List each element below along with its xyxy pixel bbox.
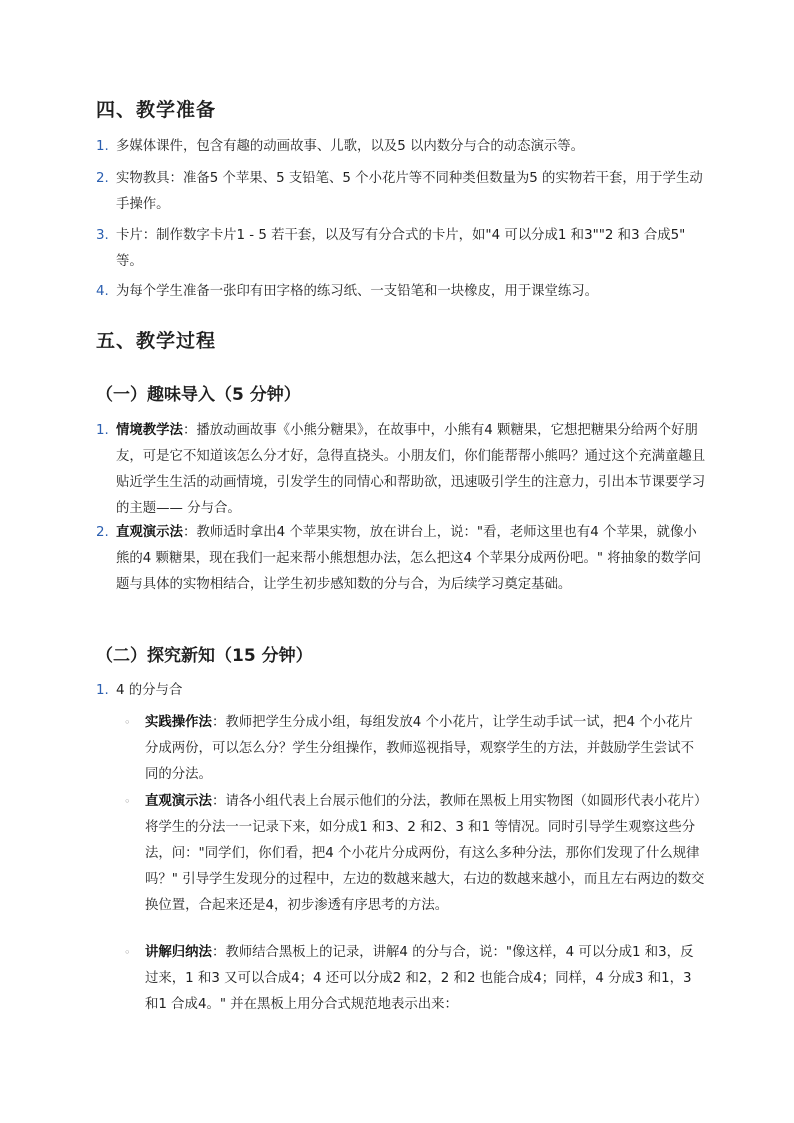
list-number: 4.: [96, 284, 109, 299]
list-number: 1.: [96, 139, 109, 154]
sub-list-item: [120, 940, 706, 1018]
method-description: ：播放动画故事《小熊分糖果》，在故事中，小熊有4 颗糖果，它想把糖果分给两个好朋友，可是它不知道该怎么分才好，急得直挠头。小朋友们，你们能帮帮小熊吗？通过这个充满童趣且贴近学生生活的动画情境，引发学生的同情心和帮助欲，迅速吸引学生的注意力，引出本节课要学习的主题—— 分与合。: [116, 423, 706, 516]
sub-list-item-text: [120, 789, 706, 919]
list-item-text: 4 的分与合: [116, 683, 183, 698]
list-number: 1.: [96, 683, 109, 698]
method-label: 直观演示法: [116, 525, 183, 540]
method-description: ：请各小组代表上台展示他们的分法，教师在黑板上用实物图（如圆形代表小花片）将学生的分法一一记录下来，如分成1 和3、2 和2、3 和1 等情况。同时引导学生观察这些分法，问："同学们，你们看，把4 个小花片分成两份，有这么多种分法，那你们发现了什么规律吗？" 引导学生发现分的过程中，左边的数越来越大，右边的数越来越小，而且左右两边的数交换位置，合起来还是4，初步渗透有序思考的方法。: [145, 794, 705, 913]
list-item: [96, 223, 706, 275]
method-description: ：教师结合黑板上的记录，讲解4 的分与合，说："像这样，4 可以分成1 和3，反过来，1 和3 又可以合成4；4 还可以分成2 和2，2 和2 也能合成4；同样，4 分成3 和1，3 和1 合成4。" 并在黑板上用分合式规范地表示出来：: [145, 945, 694, 1012]
sub-list-item: [120, 710, 706, 788]
list-item: [96, 279, 706, 305]
list-number: 2.: [96, 525, 109, 540]
list-number: 1.: [96, 423, 109, 438]
section-heading-process: 五、教学过程: [96, 330, 217, 352]
method-label: 情境教学法: [116, 423, 183, 438]
list-item-text: [96, 418, 706, 522]
list-number: 3.: [96, 228, 109, 243]
method-description: ：教师适时拿出4 个苹果实物，放在讲台上，说："看，老师这里也有4 个苹果，就像小熊的4 颗糖果，现在我们一起来帮小熊想想办法，怎么把这4 个苹果分成两份吧。" 将抽象的数学问题与具体的实物相结合，让学生初步感知数的分与合，为后续学习奠定基础。: [116, 525, 701, 592]
sub-list-item-text: [120, 940, 706, 1018]
section-heading-preparation: 四、教学准备: [96, 99, 217, 121]
bullet-circle-icon: ◦: [124, 946, 131, 959]
list-item: [96, 520, 706, 598]
bullet-circle-icon: ◦: [124, 795, 131, 808]
sub-list-item: [120, 789, 706, 919]
method-label: 实践操作法: [145, 715, 212, 730]
method-label: 讲解归纳法: [145, 945, 212, 960]
subsection-heading-intro: （一）趣味导入（5 分钟）: [96, 385, 301, 405]
list-item-text: 为每个学生准备一张印有田字格的练习纸、一支铅笔和一块橡皮，用于课堂练习。: [116, 284, 599, 299]
list-item: [96, 134, 706, 160]
subsection-heading-explore: （二）探究新知（15 分钟）: [96, 646, 313, 666]
list-item-text: 实物教具：准备5 个苹果、5 支铅笔、5 个小花片等不同种类但数量为5 的实物若干套，用于学生动手操作。: [116, 171, 703, 212]
list-item: [96, 418, 706, 522]
list-item-text: 卡片：制作数字卡片1 - 5 若干套，以及写有分合式的卡片，如"4 可以分成1 和3""2 和3 合成5" 等。: [116, 228, 686, 269]
bullet-circle-icon: ◦: [124, 716, 131, 729]
list-number: 2.: [96, 171, 109, 186]
sub-list-item-text: [120, 710, 706, 788]
list-item: [96, 166, 706, 218]
list-item: [96, 678, 706, 704]
method-description: ：教师把学生分成小组，每组发放4 个小花片，让学生动手试一试，把4 个小花片分成两份，可以怎么分？学生分组操作，教师巡视指导，观察学生的方法，并鼓励学生尝试不同的分法。: [145, 715, 695, 782]
list-item-text: 多媒体课件，包含有趣的动画故事、儿歌，以及5 以内数分与合的动态演示等。: [116, 139, 585, 154]
list-item-text: [96, 520, 706, 598]
method-label: 直观演示法: [145, 794, 212, 809]
